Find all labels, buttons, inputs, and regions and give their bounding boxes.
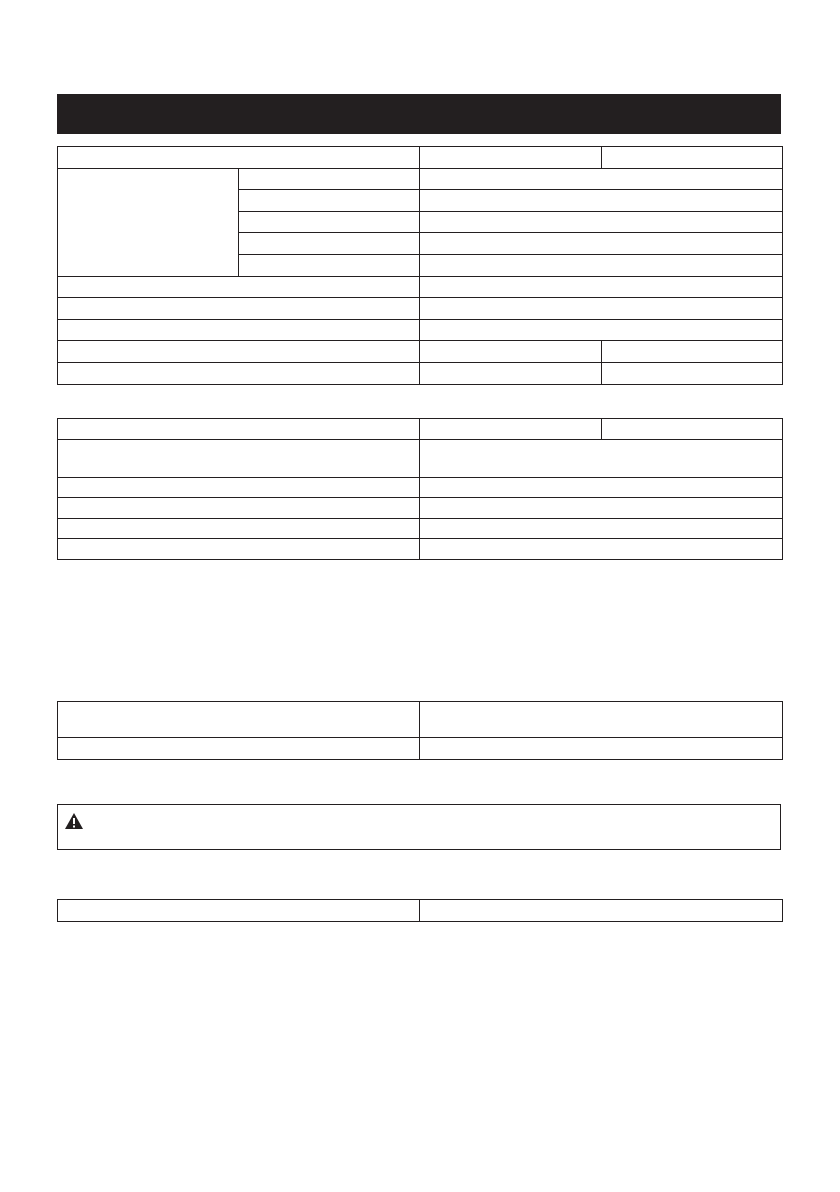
table-cell bbox=[58, 168, 239, 276]
table-cell bbox=[420, 702, 783, 738]
table-row bbox=[58, 319, 783, 341]
table-cell bbox=[420, 319, 783, 341]
noise-table bbox=[57, 701, 783, 760]
table-cell bbox=[58, 439, 420, 477]
table-cell bbox=[420, 518, 783, 539]
table-cell bbox=[420, 254, 783, 276]
table-cell bbox=[239, 254, 420, 276]
table-cell bbox=[420, 233, 783, 255]
table-row bbox=[58, 168, 783, 190]
table-cell bbox=[420, 539, 783, 560]
table-cell bbox=[58, 341, 420, 363]
table-row bbox=[58, 738, 783, 760]
warning-box bbox=[57, 804, 781, 850]
table-cell bbox=[58, 900, 420, 922]
table-row bbox=[58, 498, 783, 519]
table-cell bbox=[58, 147, 420, 169]
table-row bbox=[58, 147, 783, 169]
table-cell bbox=[420, 900, 783, 922]
table-cell bbox=[239, 190, 420, 212]
table-row bbox=[58, 276, 783, 298]
table-cell bbox=[420, 211, 783, 233]
table-row bbox=[58, 539, 783, 560]
table-cell bbox=[602, 362, 783, 384]
table-cell bbox=[420, 477, 783, 498]
table-cell bbox=[58, 702, 420, 738]
table-row bbox=[58, 419, 783, 440]
table-cell bbox=[58, 738, 420, 760]
table-cell bbox=[420, 498, 783, 519]
specifications-table bbox=[57, 146, 783, 385]
table-cell bbox=[58, 477, 420, 498]
section-header-bar bbox=[57, 94, 781, 134]
table-row bbox=[58, 439, 783, 477]
specifications-table-2 bbox=[57, 418, 783, 560]
table-row bbox=[58, 341, 783, 363]
table-cell bbox=[420, 738, 783, 760]
table-cell bbox=[58, 539, 420, 560]
vibration-table bbox=[57, 899, 783, 922]
table-cell bbox=[420, 147, 602, 169]
table-cell bbox=[420, 341, 602, 363]
table-cell bbox=[239, 233, 420, 255]
table-cell bbox=[420, 190, 783, 212]
table-cell bbox=[58, 419, 420, 440]
table-cell bbox=[58, 498, 420, 519]
table-row bbox=[58, 702, 783, 738]
table-cell bbox=[58, 518, 420, 539]
table-cell bbox=[602, 147, 783, 169]
table-cell bbox=[420, 419, 602, 440]
table-row bbox=[58, 477, 783, 498]
table-cell bbox=[420, 276, 783, 298]
table-cell bbox=[420, 439, 783, 477]
table-cell bbox=[58, 276, 420, 298]
warning-triangle-icon bbox=[64, 812, 84, 830]
table-row bbox=[58, 298, 783, 320]
table-cell bbox=[58, 362, 420, 384]
table-row bbox=[58, 518, 783, 539]
table-cell bbox=[420, 362, 602, 384]
table-cell bbox=[420, 298, 783, 320]
table-cell bbox=[239, 168, 420, 190]
table-cell bbox=[602, 341, 783, 363]
table-cell bbox=[58, 319, 420, 341]
table-cell bbox=[602, 419, 783, 440]
table-row bbox=[58, 900, 783, 922]
table-cell bbox=[239, 211, 420, 233]
table-cell bbox=[420, 168, 783, 190]
table-row bbox=[58, 362, 783, 384]
table-cell bbox=[58, 298, 420, 320]
